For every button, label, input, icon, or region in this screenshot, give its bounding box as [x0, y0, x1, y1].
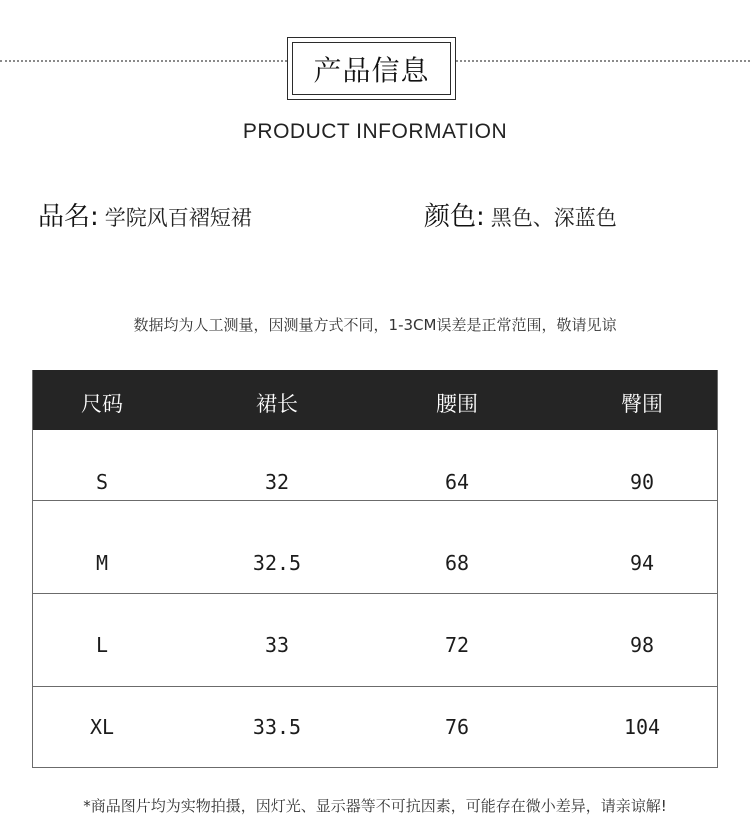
- table-cell: S: [95, 470, 109, 494]
- decorative-dotted-line-left: [0, 60, 287, 62]
- page-title: 产品信息: [292, 42, 451, 95]
- table-cell: 76: [444, 715, 470, 739]
- table-cell: 98: [629, 633, 655, 657]
- table-row: [33, 594, 717, 687]
- table-cell: 68: [444, 551, 470, 575]
- table-cell: 90: [629, 470, 655, 494]
- product-color-separator: :: [476, 202, 485, 232]
- product-name-value: 学院风百褶短裙: [104, 206, 252, 230]
- table-header-cell: 尺码: [81, 392, 123, 416]
- table-header-cell: 臀围: [621, 392, 663, 416]
- table-cell: 32.5: [252, 551, 302, 575]
- product-color-value: 黑色、深蓝色: [490, 206, 617, 230]
- table-cell: 33: [264, 633, 290, 657]
- table-cell: L: [95, 633, 109, 657]
- size-table: [32, 370, 718, 768]
- table-cell: 33.5: [252, 715, 302, 739]
- page-subtitle: PRODUCT INFORMATION: [242, 120, 508, 143]
- product-color-label: 颜色: [424, 202, 477, 232]
- table-cell: 104: [623, 715, 661, 739]
- table-cell: M: [95, 551, 109, 575]
- product-name-info: [38, 196, 252, 233]
- measurement-note: 数据均为人工测量，因测量方式不同，1-3CM误差是正常范围，敬请见谅: [133, 316, 617, 334]
- table-row: [33, 430, 717, 501]
- table-header-cell: 腰围: [436, 392, 478, 416]
- decorative-dotted-line-right: [456, 60, 750, 62]
- table-cell: 94: [629, 551, 655, 575]
- title-frame: [287, 37, 456, 100]
- table-header-cell: 裙长: [256, 392, 298, 416]
- product-color-info: [424, 196, 617, 233]
- table-cell: XL: [89, 715, 115, 739]
- photo-disclaimer-note: *商品图片均为实物拍摄，因灯光、显示器等不可抗因素，可能存在微小差异，请亲谅解!: [83, 797, 667, 815]
- table-cell: 64: [444, 470, 470, 494]
- table-cell: 72: [444, 633, 470, 657]
- table-cell: 32: [264, 470, 290, 494]
- table-header: [33, 370, 717, 430]
- table-row: [33, 687, 717, 767]
- product-name-label: 品名: [38, 202, 91, 232]
- table-row: [33, 501, 717, 594]
- product-name-separator: :: [90, 202, 99, 232]
